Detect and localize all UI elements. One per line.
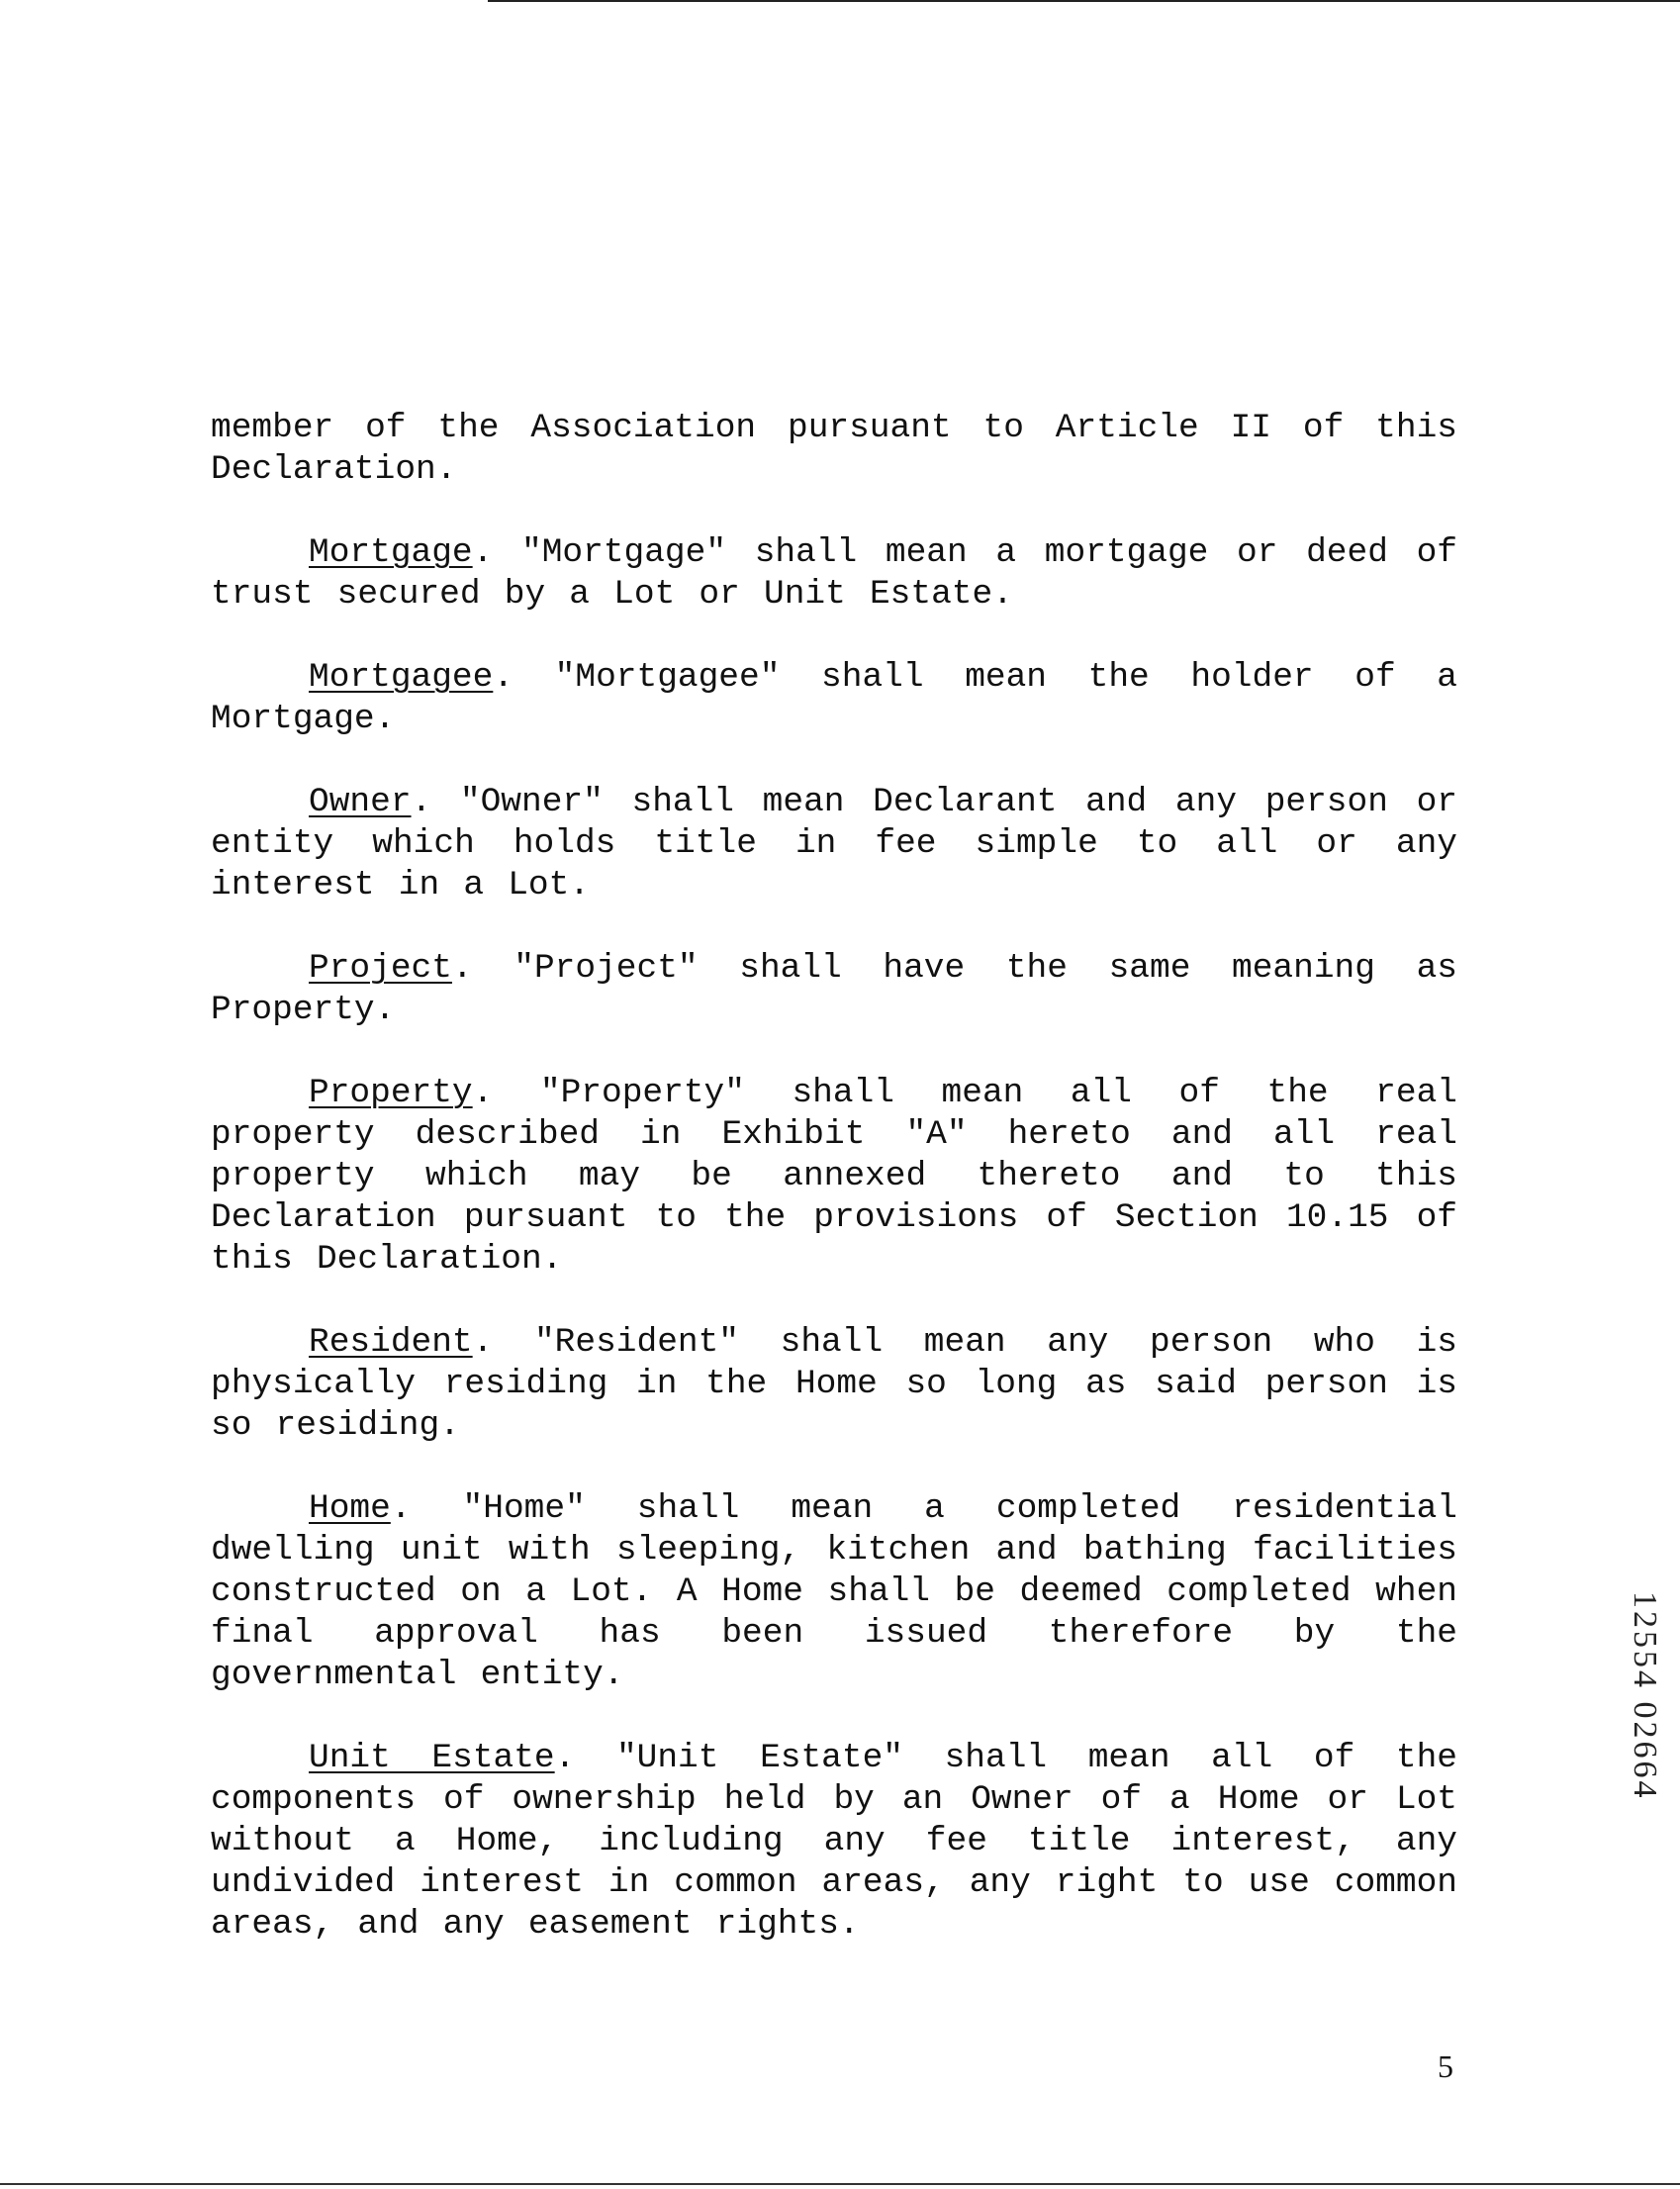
definition-body: . "Property" shall mean all of the real property described in Exhibit "A" hereto and all real property which may be annexed thereto and to this Declaration pursuant to the provisions of Section 10.15 of this Declaration.: [211, 1074, 1457, 1279]
definition-body: . "Home" shall mean a completed residential dwelling unit with sleeping, kitchen and bathing facilities constructed on a Lot. A Home shall be deemed completed when final approval has been issued therefore by the governmental entity.: [211, 1489, 1457, 1694]
definition-body: . "Project" shall have the same meaning as Property.: [211, 949, 1457, 1029]
definition-term: Resident: [309, 1323, 473, 1362]
definition-term: Mortgagee: [309, 658, 494, 697]
definition-body: . "Owner" shall mean Declarant and any person or entity which holds title in fee simple to all or any interest in a Lot.: [211, 783, 1457, 904]
document-body: [211, 408, 1457, 1987]
opening-paragraph: [211, 408, 1457, 491]
bottom-edge-rule: [0, 2183, 1680, 2185]
definition-term: Mortgage: [309, 533, 473, 572]
definition-project: [211, 948, 1457, 1031]
definition-unit-estate: [211, 1738, 1457, 1946]
definition-term: Property: [309, 1074, 473, 1112]
definition-term: Home: [309, 1489, 391, 1528]
definition-owner: [211, 782, 1457, 906]
top-edge-rule: [488, 0, 1680, 2]
page-number: 5: [1438, 2048, 1453, 2084]
definition-property: [211, 1073, 1457, 1281]
definition-term: Owner: [309, 783, 412, 821]
definition-term: Unit Estate: [309, 1739, 555, 1777]
definition-home: [211, 1488, 1457, 1696]
definition-resident: [211, 1322, 1457, 1447]
definition-body: . "Mortgage" shall mean a mortgage or deed of trust secured by a Lot or Unit Estate.: [211, 533, 1457, 614]
definition-body: . "Resident" shall mean any person who is physically residing in the Home so long as said person is so residing.: [211, 1323, 1457, 1445]
definition-mortgage: [211, 532, 1457, 616]
definition-body: . "Mortgagee" shall mean the holder of a Mortgage.: [211, 658, 1457, 738]
definition-body: . "Unit Estate" shall mean all of the components of ownership held by an Owner of a Home or Lot without a Home, including any fee title interest, any undivided interest in common areas, any right to use common areas, and any easement rights.: [211, 1739, 1457, 1944]
definition-term: Project: [309, 949, 452, 988]
definition-mortgagee: [211, 657, 1457, 740]
recording-number: 12554 02664: [1627, 1591, 1663, 1801]
opening-text: member of the Association pursuant to Article II of this Declaration.: [211, 409, 1457, 489]
